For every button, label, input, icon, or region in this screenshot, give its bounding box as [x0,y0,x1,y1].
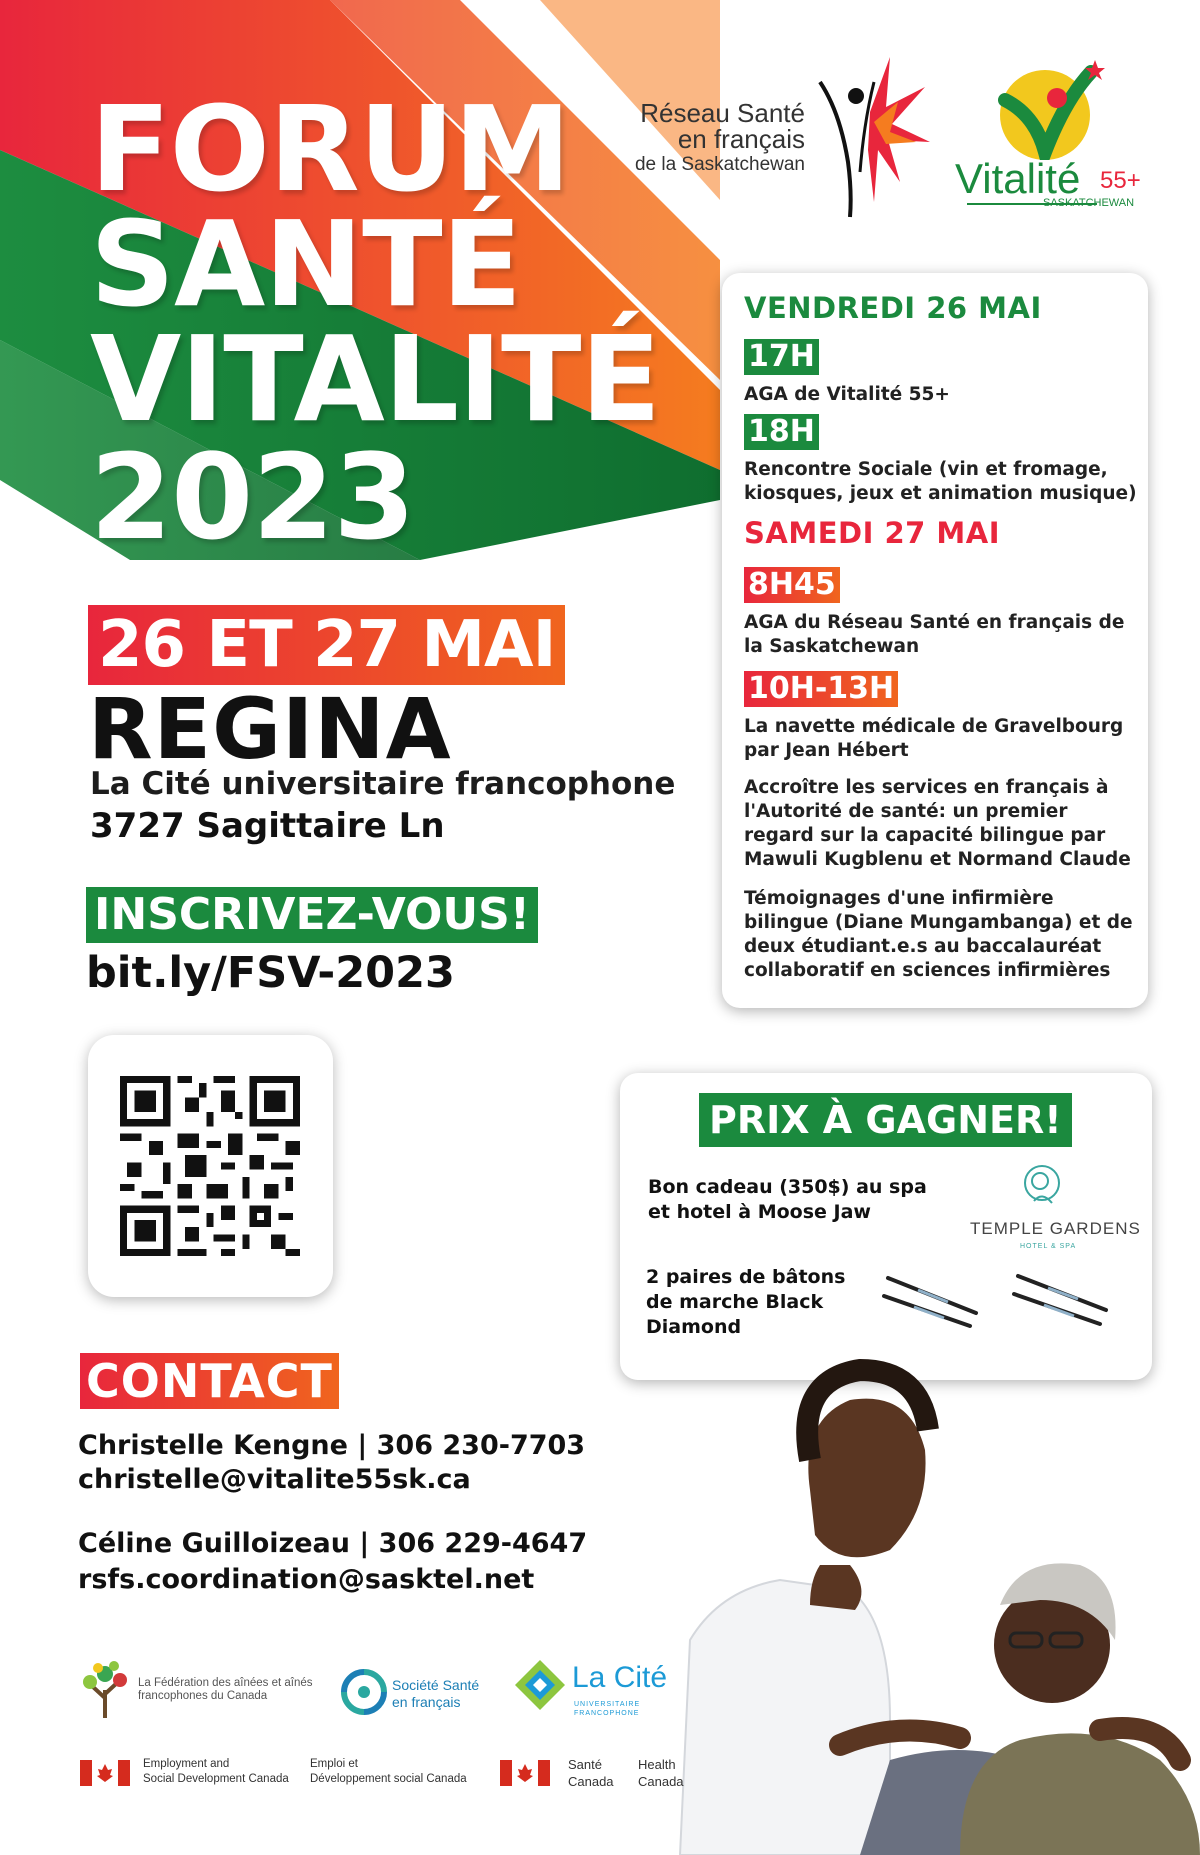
esdc-en-line2: Social Development Canada [143,1773,289,1785]
lacite-name: La Cité [572,1661,668,1694]
contact-person-2: Céline Guilloizeau | 306 229-4647 [78,1528,588,1559]
fafc-logo-line1: La Fédération des aînées et aînés [138,1677,313,1689]
register-link[interactable]: bit.ly/FSV-2023 [86,948,455,998]
rsfs-logo-line3: de la Saskatchewan [634,154,805,175]
slot-desc-18h: Rencontre Sociale (vin et fromage, kiosques, jeux et animation musique) [744,459,1137,504]
prize-1-desc: Bon cadeau (350$) au spa et hotel à Moose Jaw [648,1176,927,1223]
schedule-day-2: SAMEDI 27 MAI [744,516,1001,550]
schedule-day-1: VENDREDI 26 MAI [744,291,1042,325]
rsfs-logo-line2: en français [677,124,805,154]
qr-code-card[interactable] [88,1035,333,1297]
rsfs-logo-line1: Réseau Santé [640,98,805,128]
contact-person-1: Christelle Kengne | 306 230-7703 [78,1430,586,1461]
hc-fr-line2: Canada [568,1774,614,1789]
prize-card [620,1073,1152,1380]
slot-desc-10h-13h: La navette médicale de Gravelbourg par Jean Hébert [744,716,1124,761]
event-venue: La Cité universitaire francophone [90,766,676,802]
title-line-3: VITALITÉ [90,310,661,448]
canada-flag-icon [500,1760,550,1786]
vitalite-name: Vitalité [955,155,1081,202]
hc-en-line2: Canada [638,1774,684,1789]
contact-banner: CONTACT [80,1353,339,1409]
rsfs-figure-icon [790,52,930,222]
hc-en-line1: Health [638,1757,676,1772]
title-line-2: SANTÉ [90,195,522,333]
vitalite-logo [955,55,1155,215]
slot-desc-8h45: AGA du Réseau Santé en français de la Saskatchewan [744,612,1125,657]
ssf-swirl-icon [338,1668,390,1716]
talk-3-desc: Témoignages d'une infirmière bilingue (Diane Mungambanga) et de deux étudiant.e.s au baccalauréat collaboratif en sciences infirmières [744,888,1133,981]
trekking-poles-icon [878,1268,1118,1338]
lacite-sub1: UNIVERSITAIRE [574,1701,641,1708]
esdc-fr-line2: Développement social Canada [310,1773,467,1785]
talk-2-desc: Accroître les services en français à l'Autorité de santé: un premier regard sur la capacité bilingue par Mawuli Kugblenu et Normand Claude [744,777,1131,870]
esdc-fr-line1: Emploi et [310,1758,358,1770]
temple-gardens-name: TEMPLE GARDENS [970,1219,1141,1238]
lacite-sub2: FRANCOPHONE [574,1710,640,1717]
event-city: REGINA [88,680,452,778]
contact-email-2[interactable]: rsfs.coordination@sasktel.net [78,1564,535,1595]
event-address: 3727 Sagittaire Ln [90,806,445,846]
schedule-card [722,273,1148,1008]
vitalite-suffix: 55+ [1100,167,1141,194]
rsfs-logo [630,92,930,222]
prize-2-desc: 2 paires de bâtons de marche Black Diamond [646,1266,846,1338]
slot-time-17h: 17H [744,339,819,375]
esdc-en-line1: Employment and [143,1758,230,1770]
slot-time-10h-13h: 10H-13H [744,671,898,707]
title-line-1: FORUM [90,80,571,218]
title-line-4: 2023 [90,428,415,566]
caregiver-and-senior-photo [660,1340,1200,1855]
ssf-logo-line1: Société Santé [392,1677,480,1693]
ssf-logo-line2: en français [392,1694,461,1710]
vitalite-emblem-icon [995,60,1105,160]
prize-title-banner: PRIX À GAGNER! [699,1093,1072,1147]
contact-email-1[interactable]: christelle@vitalite55sk.ca [78,1464,471,1495]
slot-time-18h: 18H [744,414,819,450]
slot-time-8h45: 8H45 [744,567,840,603]
register-banner: INSCRIVEZ-VOUS! [86,887,538,943]
canada-flag-icon [80,1760,130,1786]
fafc-tree-icon [78,1660,133,1718]
slot-desc-17h: AGA de Vitalité 55+ [744,384,950,405]
temple-gardens-sub: HOTEL & SPA [1020,1243,1077,1250]
temple-gardens-emblem-icon [1020,1161,1065,1209]
fafc-logo-line2: francophones du Canada [138,1690,268,1702]
lacite-emblem-icon [513,1658,567,1718]
hc-fr-line1: Santé [568,1757,602,1772]
event-dates-banner: 26 ET 27 MAI [88,605,565,685]
qr-code-icon[interactable] [120,1071,300,1261]
vitalite-region: SASKATCHEWAN [1043,197,1135,209]
